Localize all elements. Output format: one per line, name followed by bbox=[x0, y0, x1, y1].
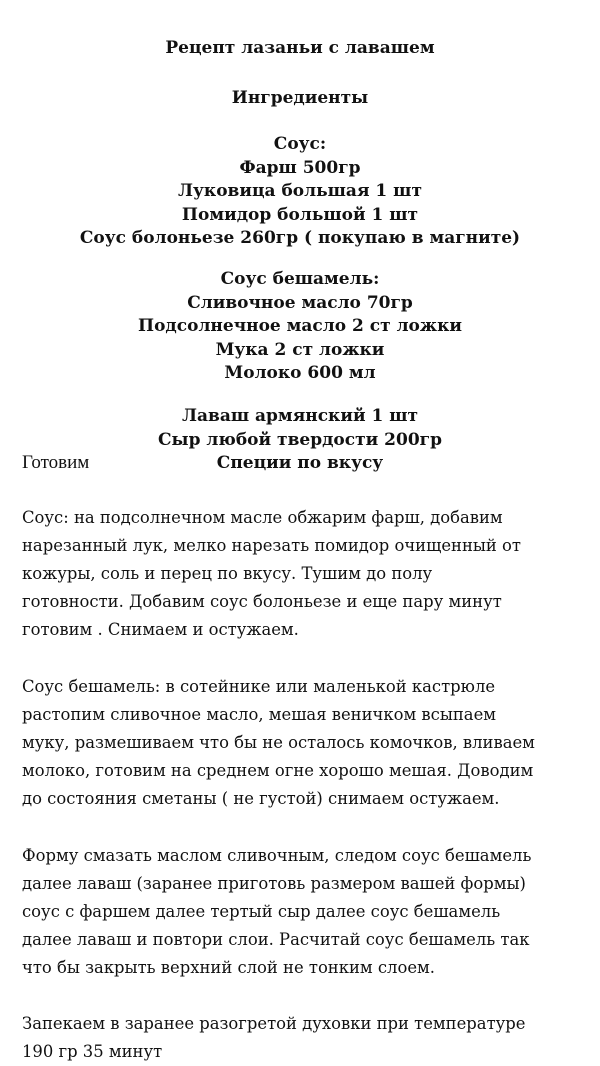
ingredient-item: Фарш 500гр bbox=[239, 157, 361, 178]
bechamel-ingredients bbox=[0, 268, 600, 386]
step-line: готовности. Добавим соус болоньезе и еще пару минут bbox=[22, 592, 502, 611]
other-ingredients bbox=[0, 405, 600, 476]
recipe-title bbox=[0, 37, 600, 61]
step-line: далее лаваш и повтори слои. Расчитай соус бешамель так bbox=[22, 930, 530, 949]
step-line: Форму смазать маслом сливочным, следом соус бешамель bbox=[22, 846, 532, 865]
ingredient-item: Лаваш армянский 1 шт bbox=[181, 406, 419, 426]
ingredient-item: Луковица большая 1 шт bbox=[178, 181, 422, 201]
ingredient-item: Молоко 600 мл bbox=[224, 363, 376, 383]
step-sauce bbox=[22, 504, 594, 644]
sauce-ingredients bbox=[0, 133, 600, 251]
step-line: готовим . Снимаем и остужаем. bbox=[22, 620, 299, 639]
ingredient-item: Специи по вкусу bbox=[216, 453, 384, 473]
step-line: молоко, готовим на среднем огне хорошо мешая. Доводим bbox=[22, 761, 534, 780]
ingredient-item: Сливочное масло 70гр bbox=[187, 292, 413, 313]
step-line: 190 гр 35 минут bbox=[22, 1042, 163, 1061]
ingredient-item: Мука 2 ст ложки bbox=[215, 339, 385, 360]
ingredient-item: Подсолнечное масло 2 ст ложки bbox=[138, 316, 462, 336]
step-line: муку, размешиваем что бы не осталось комочков, вливаем bbox=[22, 733, 535, 752]
step-line: растопим сливочное масло, мешая веничком всыпаем bbox=[22, 705, 497, 724]
ingredient-item: Сыр любой твердости 200гр bbox=[158, 429, 442, 450]
step-line: соус с фаршем далее тертый сыр далее соус бешамель bbox=[22, 902, 501, 921]
step-line: нарезанный лук, мелко нарезать помидор очищенный от bbox=[22, 536, 521, 555]
recipe-title-text: Рецепт лазаньи с лавашем bbox=[165, 38, 435, 58]
cooking-heading: Готовим bbox=[22, 452, 90, 473]
step-line: Соус бешамель: в сотейнике или маленькой кастрюле bbox=[22, 677, 496, 696]
step-line: Соус: на подсолнечном масле обжарим фарш, добавим bbox=[22, 508, 503, 527]
bechamel-heading: Соус бешамель: bbox=[220, 269, 380, 289]
step-line: кожуры, соль и перец по вкусу. Тушим до полу bbox=[22, 564, 433, 583]
step-bechamel bbox=[22, 673, 594, 813]
ingredient-item: Соус болоньезе 260гр ( покупаю в магните) bbox=[79, 228, 521, 248]
ingredient-item: Помидор большой 1 шт bbox=[181, 204, 419, 225]
step-line: Запекаем в заранее разогретой духовки при температуре bbox=[22, 1014, 526, 1033]
sauce-heading: Соус: bbox=[273, 134, 327, 154]
ingredients-heading-text: Ингредиенты bbox=[231, 88, 369, 108]
step-line: далее лаваш (заранее приготовь размером вашей формы) bbox=[22, 874, 526, 893]
ingredients-heading bbox=[0, 87, 600, 111]
step-baking bbox=[22, 1010, 594, 1066]
step-line: до состояния сметаны ( не густой) снимаем остужаем. bbox=[22, 789, 500, 808]
step-assembly bbox=[22, 842, 594, 982]
step-line: что бы закрыть верхний слой не тонким слоем. bbox=[22, 958, 435, 977]
